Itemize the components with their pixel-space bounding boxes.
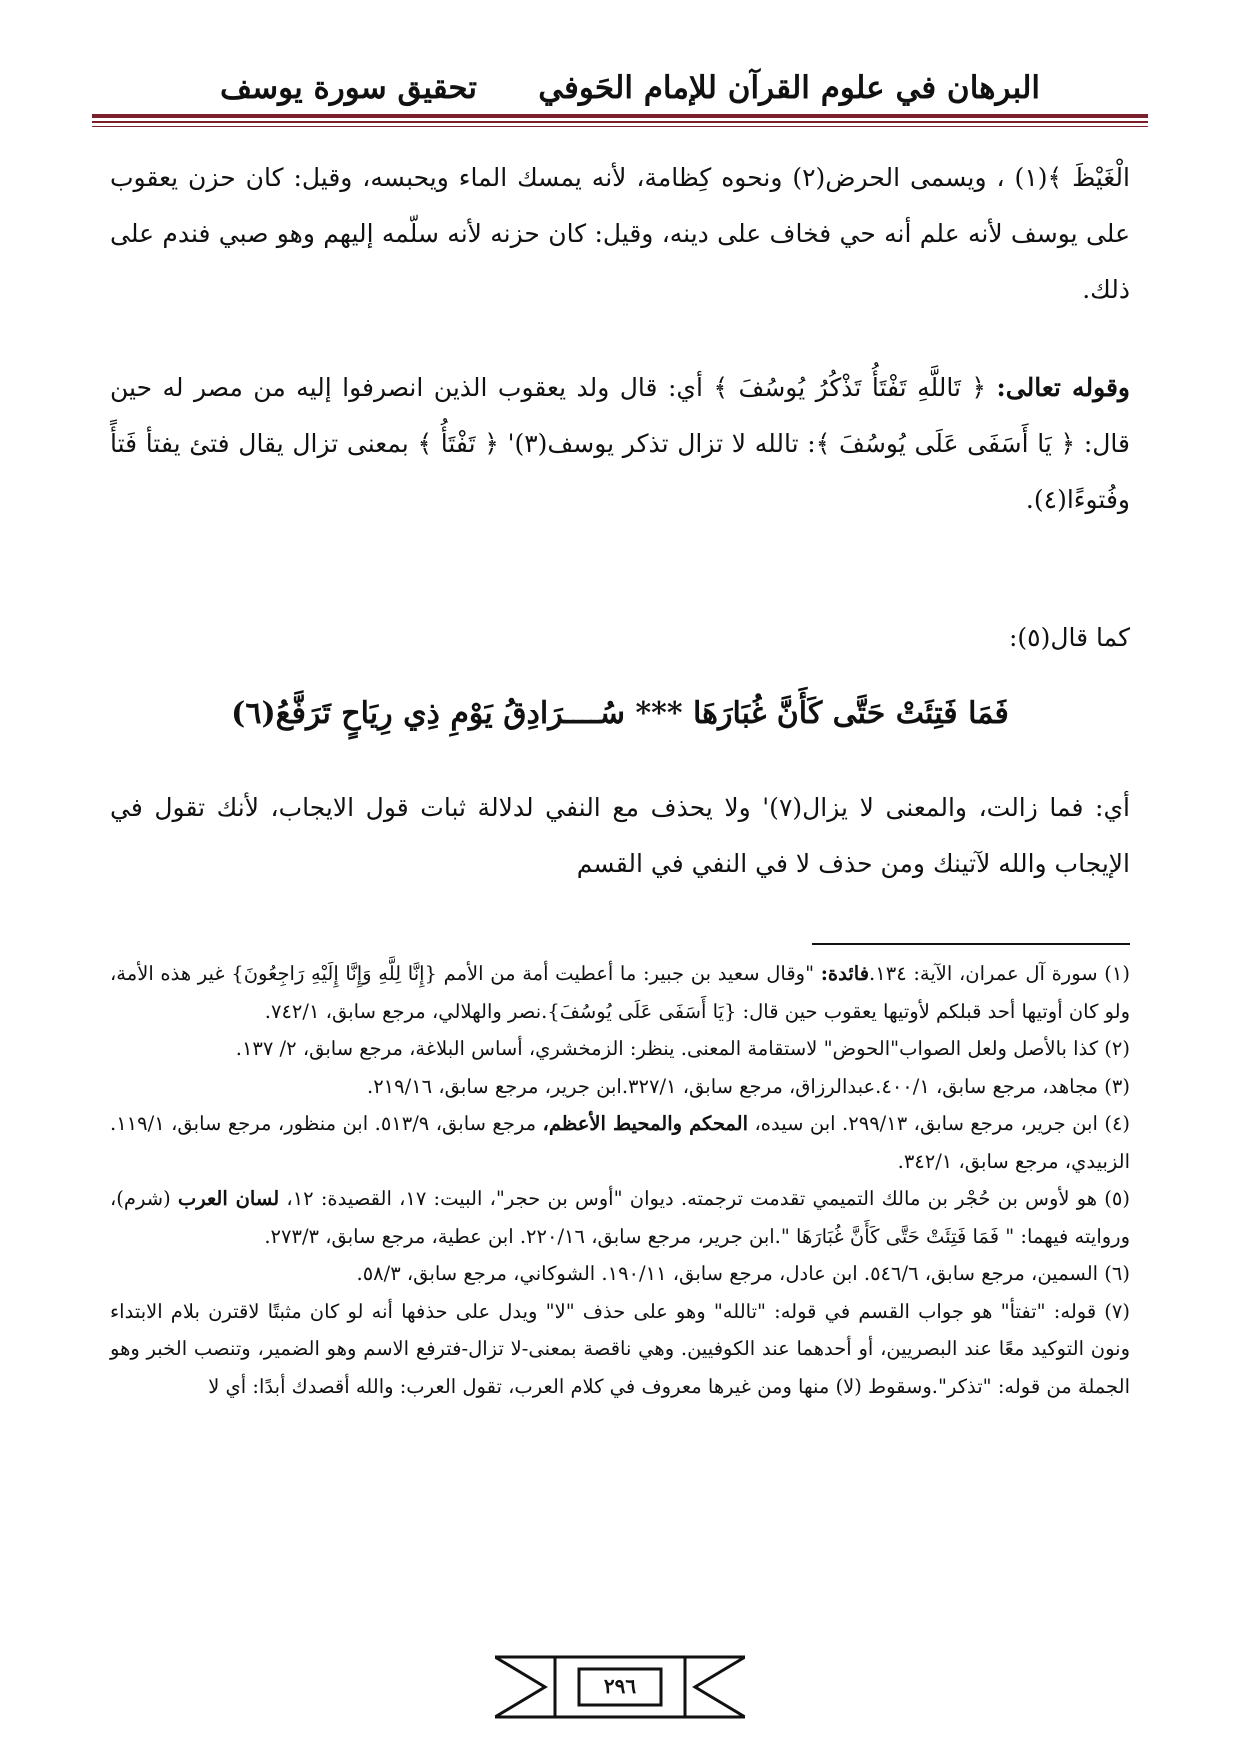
footnote-separator	[812, 943, 1130, 945]
footnote-text: (١) سورة آل عمران، الآية: ١٣٤.	[869, 962, 1130, 985]
footnote-text: (٧) قوله: "تفتأ" هو جواب القسم في قوله: "تالله" وهو على حذف "لا" ويدل على حذفها أنه لو كان مثبتًا لاقترن بلام الابتداء ونون التوكيد معًا عند البصريين، أو أحدهما عند الكوفيين. وهي ناقصة بمعنى-لا تزال-فترفع الاسم وهو الضمير، وتنصب الخبر وهو الجملة من قوله: "تذكر".وسقوط (لا) منها ومن غيرها معروف في كلام العرب، تقول العرب: والله أقصدك أبدًا: أي لا	[110, 1299, 1130, 1398]
footnote	[110, 955, 1130, 1030]
footnotes	[110, 955, 1130, 1405]
book-title: البرهان في علوم القرآن للإمام الحَوفي	[538, 70, 1040, 106]
footnote-text: (٦) السمين، مرجع سابق، ٥٤٦/٦. ابن عادل، مرجع سابق، ١٩٠/١١. الشوكاني، مرجع سابق، ٥٨/٣.	[356, 1262, 1130, 1285]
paragraph: كما قال(٥):	[1008, 623, 1130, 652]
footnote-text: (٤) ابن جرير، مرجع سابق، ٢٩٩/١٣. ابن سيده،	[748, 1112, 1131, 1135]
footnote-emphasis: فائدة:	[820, 962, 870, 985]
footnote-text: (شرم)، وروايته فيهما: " فَمَا فَتِئَتْ حَتَّى كَأَنَّ غُبَارَهَا ".ابن جرير، مرجع سابق، ٢٢٠/١٦. ابن عطية، مرجع سابق، ٢٧٣/٣.	[110, 1187, 1130, 1248]
paragraph-text: ﴿ تَاللَّهِ تَفْتَأُ تَذْكُرُ يُوسُفَ ﴾ أي: قال ولد يعقوب الذين انصرفوا إليه من مصر له حين قال: ﴿ يَا أَسَفَى عَلَى يُوسُفَ ﴾: تالله لا تزال تذكر يوسف(٣)' ﴿ تَفْتَأُ ﴾ بمعنى تزال يقال فتئ يفتأ فَتأً وفُتوءًا(٤).	[110, 373, 1130, 514]
header-rule	[92, 114, 1148, 118]
footnote	[110, 1068, 1130, 1106]
footnote-text: مرجع سابق، ٥١٣/٩. ابن منظور، مرجع سابق، ١١٩/١. الزبيدي، مرجع سابق، ٣٤٢/١.	[110, 1112, 1130, 1173]
footnote	[110, 1180, 1130, 1255]
footnote	[110, 1105, 1130, 1180]
page-number-ornament	[495, 1655, 745, 1719]
paragraph: الْغَيْظَ ﴾(١) ، ويسمى الحرض(٢) ونحوه كِظامة، لأنه يمسك الماء ويحبسه، وقيل: كان حزن يعقوب على يوسف لأنه علم أنه حي فخاف على دينه، وقيل: كان حزنه لأنه سلّمه إليهم وهو صبي فندم على ذلك.	[110, 163, 1130, 304]
page-number: ٢٩٦	[603, 1674, 637, 1698]
paragraph-label: وقوله تعالى:	[996, 373, 1131, 402]
section-title: تحقيق سورة يوسف	[220, 70, 478, 106]
footnote	[110, 1293, 1130, 1406]
footnote	[110, 1030, 1130, 1068]
paragraph: أي: فما زالت، والمعنى لا يزال(٧)' ولا يحذف مع النفي لدلالة ثبات قول الايجاب، لأنك تقول في الإيجاب والله لآتينك ومن حذف لا في النفي في القسم	[110, 793, 1130, 878]
footnote-emphasis: المحكم والمحيط الأعظم،	[542, 1112, 749, 1135]
header-rule-hairline	[92, 126, 1148, 127]
paragraph	[110, 360, 1130, 528]
footnote-text: (٥) هو لأوس بن حُجْر بن مالك التميمي تقدمت ترجمته. ديوان "أوس بن حجر"، البيت: ١٧، القصيدة: ١٢،	[279, 1187, 1130, 1210]
footnote-text: (٣) مجاهد، مرجع سابق، ٤٠٠/١.عبدالرزاق، مرجع سابق، ٣٢٧/١.ابن جرير، مرجع سابق، ٢١٩/١٦.	[367, 1074, 1130, 1098]
footnote-text: "وقال سعيد بن جبير: ما أعطيت أمة من الأمم {إِنَّا لِلَّهِ وَإِنَّا إِلَيْهِ رَاجِعُونَ} غير هذه الأمة، ولو كان أوتيها أحد قبلكم لأوتيها يعقوب حين قال: {يَا أَسَفَى عَلَى يُوسُفَ}.نصر والهلالي، مرجع سابق، ٧٤٢/١.	[110, 962, 1130, 1023]
header-rule-thin	[92, 121, 1148, 123]
poetry-verse: فَمَا فَتِئَتْ حَتَّى كَأَنَّ غُبَارَهَا *** سُــــرَادِقُ يَوْمِ ذِي رِيَاحٍ تَرَفَّعُ(٦)	[231, 696, 1009, 731]
footnote-emphasis: لسان العرب	[177, 1187, 280, 1210]
footnote	[110, 1255, 1130, 1293]
footnote-text: (٢) كذا بالأصل ولعل الصواب"الحوض" لاستقامة المعنى. ينظر: الزمخشري، أساس البلاغة، مرجع سابق، ٢/ ١٣٧.	[235, 1037, 1130, 1060]
